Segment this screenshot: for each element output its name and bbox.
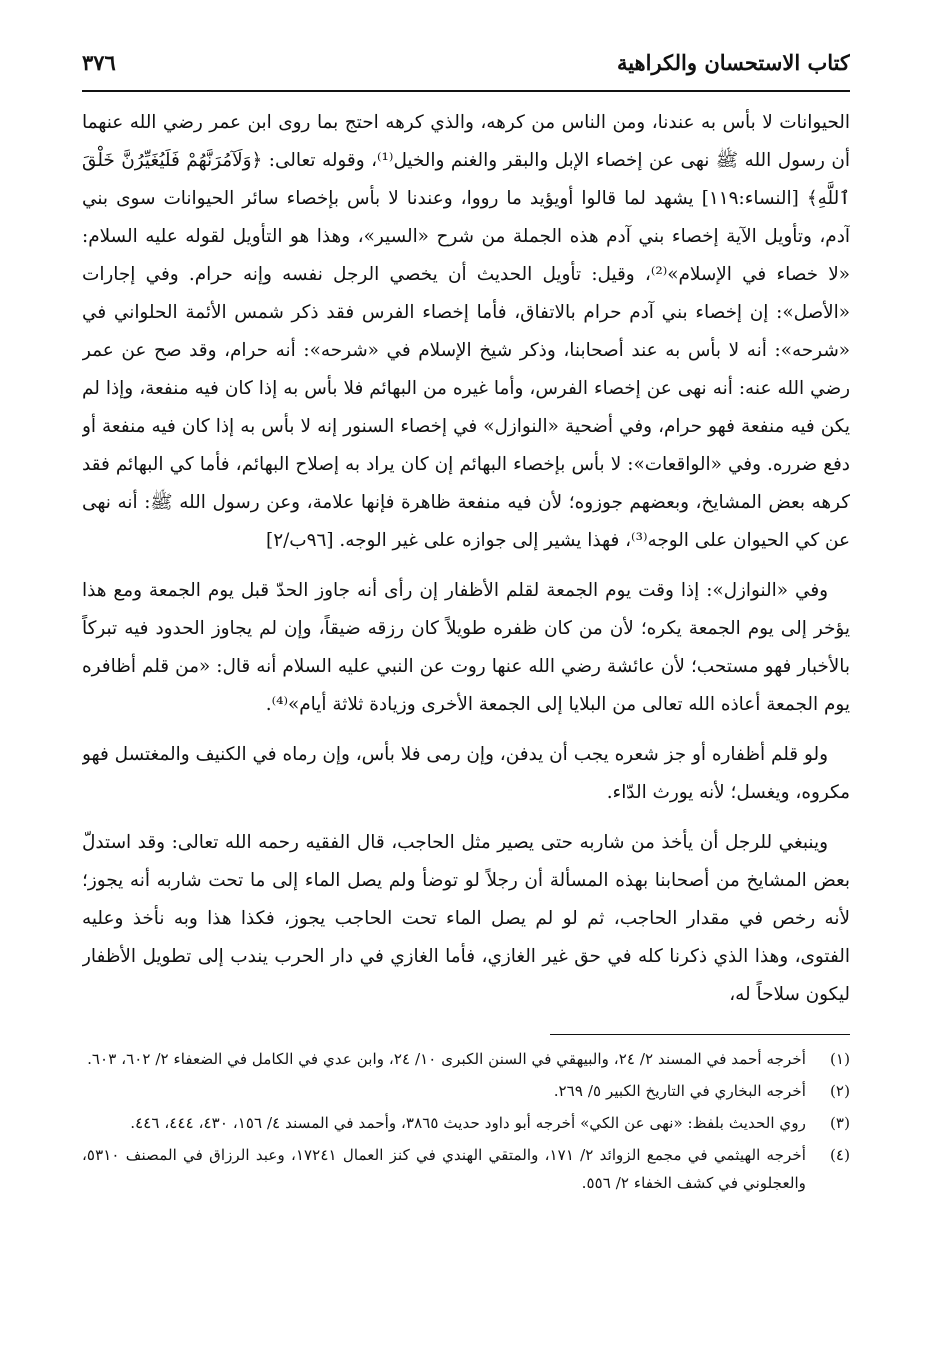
footnote-number: (٤) bbox=[829, 1146, 850, 1164]
book-title: كتاب الاستحسان والكراهية bbox=[616, 50, 850, 75]
footnote-number: (١) bbox=[829, 1050, 850, 1068]
footnote-text: أخرجه أحمد في المسند ٢/ ٢٤، والبيهقي في السنن الكبرى ١٠/ ٢٤، وابن عدي في الكامل في الضعفاء ٢/ ٦٠٢، ٦٠٣. bbox=[87, 1050, 806, 1068]
paragraph: ولو قلم أظفاره أو جز شعره يجب أن يدفن، وإن رمى فلا بأس، وإن رماه في الكنيف والمغتسل فهو مكروه، ويغسل؛ لأنه يورث الدّاء. bbox=[82, 744, 850, 803]
footnotes-list bbox=[82, 1045, 850, 1197]
footnote-number: (٣) bbox=[829, 1114, 850, 1132]
paragraph: وفي «النوازل»: إذا وقت يوم الجمعة لقلم الأظفار إن رأى أنه جاوز الحدّ قبل يوم الجمعة ومع هذا يؤخر إلى يوم الجمعة يكره؛ لأن من كان ظفره طويلاً كان رزقه ضيقاً، وإن لم يجاوز الحدود فيه تبركاً بالأخبار فهو مستحب؛ لأن عائشة رضي الله عنها روت عن النبي عليه السلام أنه قال: «من قلم أظافره يوم الجمعة أعاذه الله تعالى من البلايا إلى الجمعة الأخرى وزيادة ثلاثة أيام»⁽⁴⁾. bbox=[82, 580, 850, 715]
footnote-number: (٢) bbox=[829, 1082, 850, 1100]
footnote-divider bbox=[550, 1034, 850, 1035]
page-number: ٣٧٦ bbox=[82, 50, 116, 75]
footnote-text: أخرجه الهيثمي في مجمع الزوائد ٢/ ١٧١، والمتقي الهندي في كنز العمال ١٧٢٤١، وعبد الرزاق في المصنف ٥٣١٠، والعجلوني في كشف الخفاء ٢/ ٥٥٦. bbox=[82, 1146, 807, 1192]
book-page bbox=[82, 42, 850, 1352]
footnote-text: أخرجه البخاري في التاريخ الكبير ٥/ ٢٦٩. bbox=[553, 1082, 806, 1100]
running-header bbox=[82, 42, 850, 92]
footnote bbox=[82, 1077, 850, 1105]
footnote bbox=[82, 1109, 850, 1137]
footnote bbox=[82, 1045, 850, 1073]
paragraph: وينبغي للرجل أن يأخذ من شاربه حتى يصير مثل الحاجب، قال الفقيه رحمه الله تعالى: وقد استدلّ بعض المشايخ من أصحابنا بهذه المسألة أن رجلاً لو توضأ ولم يصل الماء إلى ما تحت شاربه أنه يجوز؛ لأنه رخص في مقدار الحاجب، ثم لو لم يصل الماء تحت الحاجب يجوز، فكذا هذا وبه نأخذ وعليه الفتوى، وهذا الذي ذكرنا كله في حق غير الغازي، فأما الغازي في دار الحرب يندب إلى تطويل الأظفار ليكون سلاحاً له، bbox=[82, 832, 850, 1005]
paragraph: الحيوانات لا بأس به عندنا، ومن الناس من كرهه، والذي كرهه احتج بما روى ابن عمر رضي الله عنهما أن رسول الله ﷺ نهى عن إخصاء الإبل والبقر والغنم والخيل⁽¹⁾، وقوله تعالى: ﴿وَلَآمُرَنَّهُمْ فَلَيُغَيِّرُنَّ خَلْقَ ٱللَّهِ﴾ [النساء:١١٩] يشهد لما قالوا أويؤيد ما رووا، وعندنا لا بأس بإخصاء سائر الحيوانات سوى بني آدم، وتأويل الآية إخصاء بني آدم هذه الجملة من شرح «السير»، وهذا هو التأويل لقوله عليه السلام: «لا خصاء في الإسلام»⁽²⁾، وقيل: تأويل الحديث أن يخصي الرجل نفسه وإنه حرام. وفي إجارات «الأصل»: إن إخصاء بني آدم حرام بالاتفاق، فأما إخصاء الفرس فقد ذكر شمس الأئمة الحلواني في «شرحه»: أنه لا بأس به عند أصحابنا، وذكر شيخ الإسلام في «شرحه»: أنه حرام، وقد صح عن عمر رضي الله عنه: أنه نهى عن إخصاء الفرس، وأما غيره من البهائم فلا بأس به إذا كان فيه منفعة، وإذا لم يكن فيه منفعة فهو حرام، وفي أضحية «النوازل» في إخصاء السنور إنه لا بأس به إذا كان فيه منفعة أو دفع ضرره. وفي «الواقعات»: لا بأس بإخصاء البهائم إن كان يراد به إصلاح البهائم، فأما كي البهائم فقد كرهه بعض المشايخ، وبعضهم جوزوه؛ لأن فيه منفعة ظاهرة فإنها علامة، وعن رسول الله ﷺ: أنه نهى عن كي الحيوان على الوجه⁽³⁾، فهذا يشير إلى جوازه على غير الوجه. [٩٦ب/٢] bbox=[82, 112, 850, 551]
footnote-text: روي الحديث بلفظ: «نهى عن الكي» أخرجه أبو داود حديث ٣٨٦٥، وأحمد في المسند ٤/ ١٥٦، ٤٣٠، ٤٤٤، ٤٤٦. bbox=[130, 1114, 806, 1132]
footnote bbox=[82, 1141, 850, 1197]
main-text bbox=[82, 104, 850, 1014]
